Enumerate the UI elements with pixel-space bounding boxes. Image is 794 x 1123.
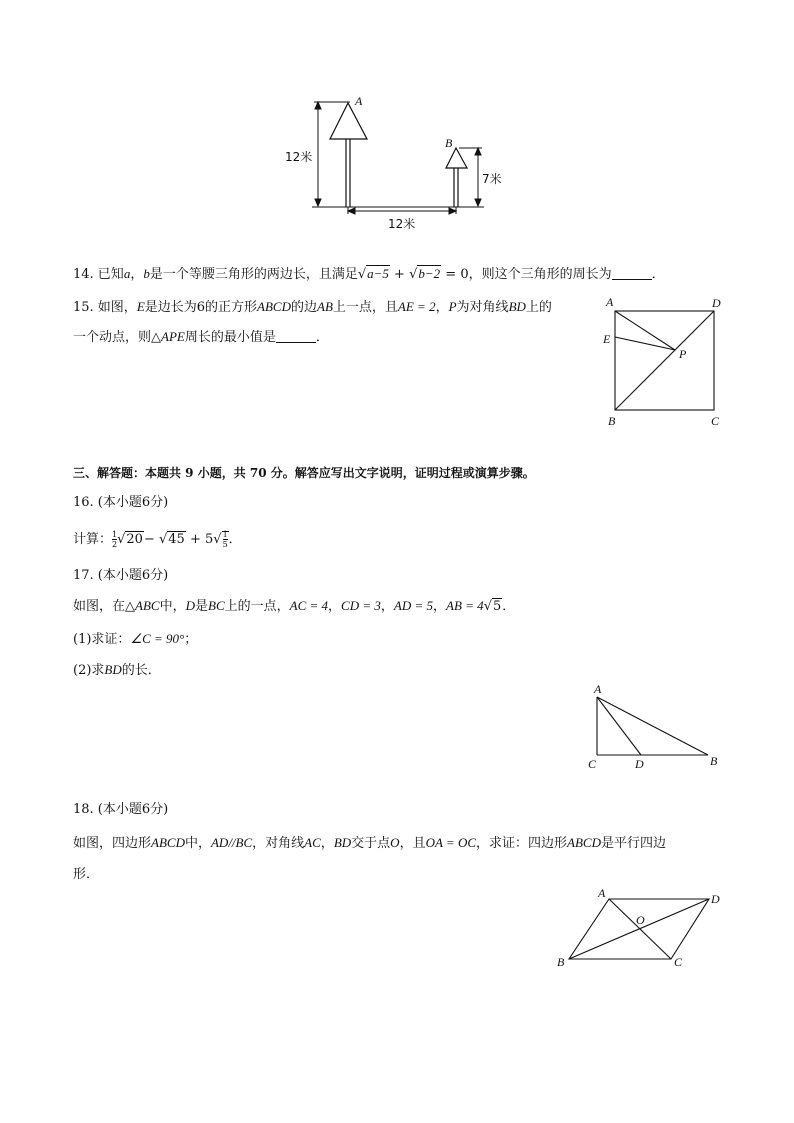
fig18-label-d: D xyxy=(711,892,720,906)
question-18-header: 18. (本小题6分) xyxy=(73,802,169,817)
fig13-height-b: 7米 xyxy=(482,172,502,186)
fig15-label-d: D xyxy=(712,296,721,310)
fig18-label-c: C xyxy=(674,955,683,969)
fig13-distance: 12米 xyxy=(388,217,416,231)
fraction-one-half: $\frac{1}{2}$ xyxy=(112,530,118,549)
fig15-label-e: E xyxy=(603,332,611,346)
fig17-label-a: A xyxy=(594,682,602,696)
fig17-label-d: D xyxy=(635,757,644,771)
fig15-label-a: A xyxy=(606,295,614,309)
question-18-line-2: 形． xyxy=(73,867,100,882)
question-17-header: 17. (本小题6分) xyxy=(73,568,169,583)
fraction-one-fifth: $\frac{1}{5}$ xyxy=(222,530,228,549)
question-18-line-1: 如图，四边形ABCD中，AD//BC，对角线AC，BD交于点O，且OA = OC，求证：四边形ABCD是平行四边 xyxy=(73,835,666,851)
question-14: 14. 已知a，b是一个等腰三角形的两边长，且满足√a−5 + √b−2 = 0，则这个三角形的周长为 ． xyxy=(73,266,665,282)
fig15-label-b: B xyxy=(608,414,616,428)
fig17-label-b: B xyxy=(710,754,718,768)
question-15-line-1: 15. 如图，E是边长为6的正方形ABCD的边AB上一点，且AE = 2，P为对角线BD上的 xyxy=(73,299,552,315)
question-15-line-2: 一个动点，则△APE周长的最小值是 ． xyxy=(73,329,329,345)
fig18-label-o: O xyxy=(636,913,645,927)
section-3-heading: 三、解答题：本题共 9 小题，共 70 分。解答应写出文字说明，证明过程或演算步骤。 xyxy=(73,466,535,480)
fig15-label-c: C xyxy=(711,414,720,428)
question-17-part-1: (1)求证：∠C = 90°； xyxy=(73,631,198,647)
fig13-height-a: 12米 xyxy=(285,150,313,164)
fig18-label-a: A xyxy=(598,886,606,900)
question-17-statement: 如图，在△ABC中，D是BC上的一点，AC = 4，CD = 3，AD = 5，AB = 4√5． xyxy=(73,598,516,614)
question-16-header: 16. (本小题6分) xyxy=(73,495,169,510)
fig13-label-a: A xyxy=(355,94,363,108)
question-17-part-2: (2)求BD的长． xyxy=(73,662,161,678)
fig15-label-p: P xyxy=(679,347,687,361)
fig13-label-b: B xyxy=(445,136,453,150)
fig18-label-b: B xyxy=(557,955,565,969)
fig17-label-c: C xyxy=(588,757,597,771)
question-16-expression: 计算： $\frac{1}{2}$ √20− √45 + 5√ $\frac{1}{5}$ ． xyxy=(73,530,242,549)
